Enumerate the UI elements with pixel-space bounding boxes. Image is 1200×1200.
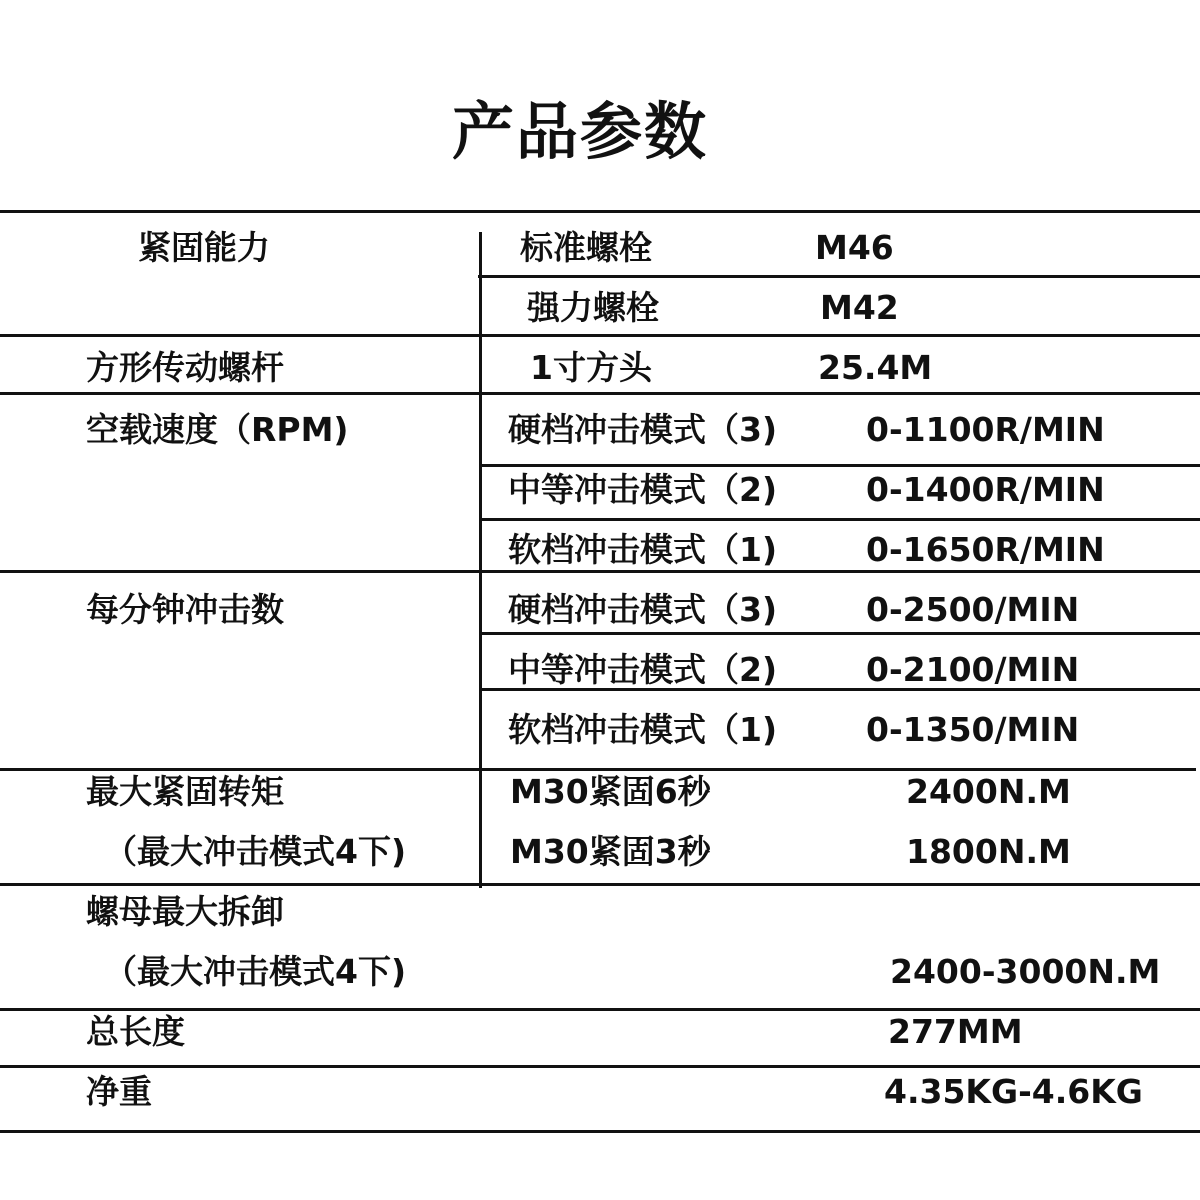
breakaway-value: 2400-3000N.M (890, 952, 1161, 991)
row-divider (0, 334, 1200, 337)
speed-mode-1: 软档冲击模式（1) (508, 530, 778, 569)
speed-mode-3-value: 0-1100R/MIN (866, 410, 1105, 449)
torque-6s: M30紧固6秒 (510, 772, 711, 811)
length-value: 277MM (888, 1012, 1023, 1051)
fastening-standard-bolt-value: M46 (815, 228, 894, 267)
torque-3s-value: 1800N.M (906, 832, 1071, 871)
torque-3s: M30紧固3秒 (510, 832, 711, 871)
row-divider (0, 1065, 1200, 1068)
length-label: 总长度 (86, 1012, 185, 1051)
impacts-mode-3-value: 0-2500/MIN (866, 590, 1080, 629)
torque-label: 最大紧固转矩 (86, 772, 284, 811)
impacts-mode-2-value: 0-2100/MIN (866, 650, 1080, 689)
row-divider (480, 518, 1200, 521)
impacts-mode-2: 中等冲击模式（2) (508, 650, 778, 689)
fastening-heavy-bolt: 强力螺栓 (527, 288, 659, 327)
row-divider (0, 768, 1196, 771)
drive-value: 25.4M (818, 348, 933, 387)
drive-label: 方形传动螺杆 (86, 348, 284, 387)
speed-mode-1-value: 0-1650R/MIN (866, 530, 1105, 569)
breakaway-label: 螺母最大拆卸 (86, 892, 284, 931)
row-divider (0, 883, 1200, 886)
table-bottom-border (0, 1130, 1200, 1133)
torque-6s-value: 2400N.M (906, 772, 1071, 811)
row-divider (0, 1008, 1200, 1011)
speed-label: 空载速度（RPM) (86, 410, 349, 449)
page-title: 产品参数 (451, 95, 708, 168)
speed-mode-3: 硬档冲击模式（3) (508, 410, 778, 449)
fastening-heavy-bolt-value: M42 (820, 288, 899, 327)
breakaway-label-note: （最大冲击模式4下) (104, 952, 407, 991)
row-divider (0, 570, 1200, 573)
fastening-standard-bolt: 标准螺栓 (520, 228, 652, 267)
impacts-mode-3: 硬档冲击模式（3) (508, 590, 778, 629)
drive-name: 1寸方头 (530, 348, 652, 387)
column-divider (479, 232, 482, 888)
row-divider (0, 392, 1200, 395)
speed-mode-2: 中等冲击模式（2) (508, 470, 778, 509)
weight-label: 净重 (86, 1072, 152, 1111)
table-top-border (0, 210, 1200, 213)
row-divider (478, 275, 1200, 278)
weight-value: 4.35KG-4.6KG (884, 1072, 1143, 1111)
impacts-mode-1: 软档冲击模式（1) (508, 710, 778, 749)
impacts-mode-1-value: 0-1350/MIN (866, 710, 1080, 749)
torque-label-note: （最大冲击模式4下) (104, 832, 407, 871)
impacts-label: 每分钟冲击数 (86, 590, 284, 629)
row-divider (480, 464, 1200, 467)
speed-mode-2-value: 0-1400R/MIN (866, 470, 1105, 509)
fastening-label: 紧固能力 (138, 228, 270, 267)
row-divider (480, 632, 1200, 635)
